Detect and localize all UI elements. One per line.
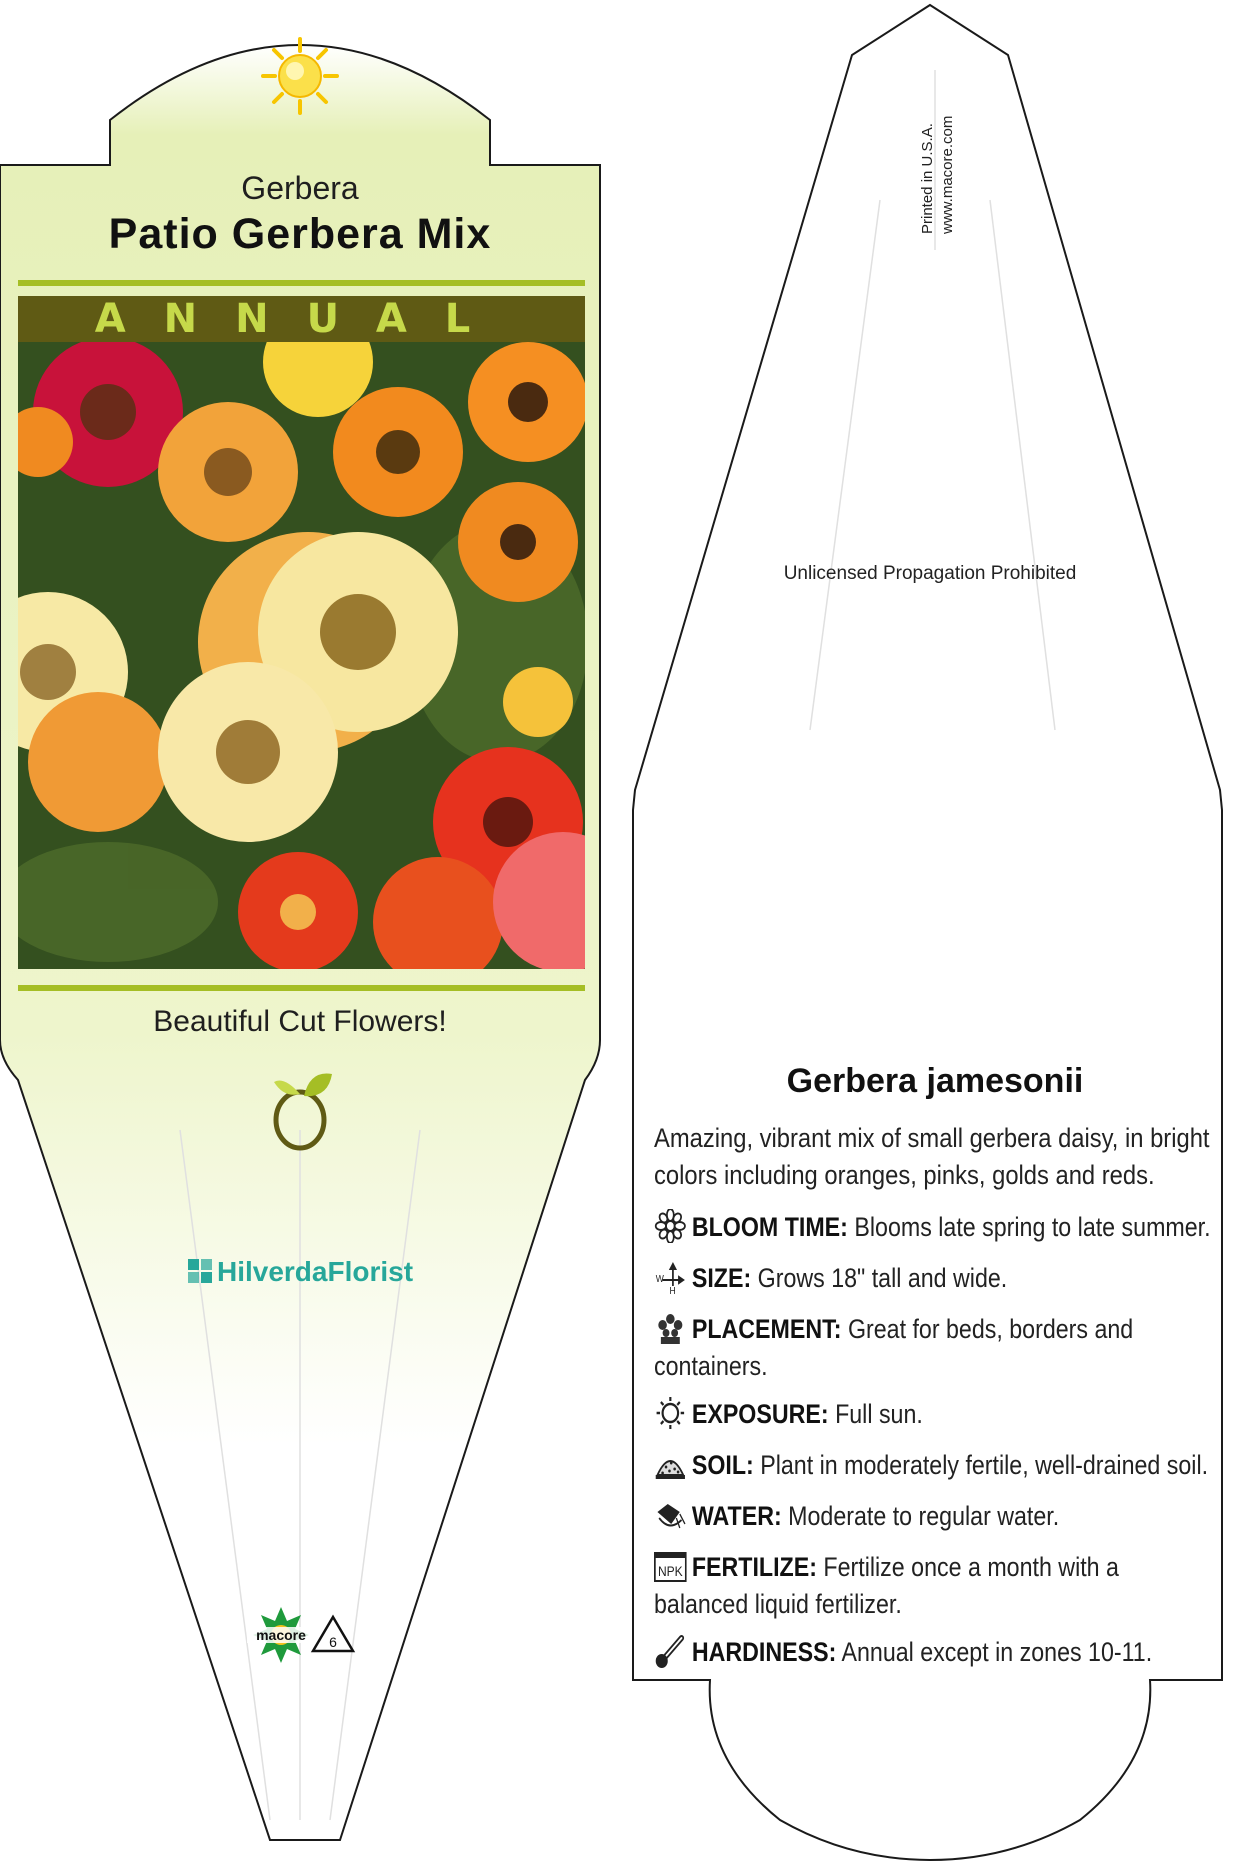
printed-in: Printed in U.S.A. [919, 123, 936, 234]
macore-logo-icon [243, 1605, 363, 1665]
description: Amazing, vibrant mix of small gerbera daisy, in bright colors including oranges, pinks, golds and reds. [654, 1123, 1210, 1190]
propagation-notice: Unlicensed Propagation Prohibited [783, 563, 1077, 584]
website: www.macore.com [939, 115, 956, 234]
attr-label: EXPOSURE: [691, 1399, 829, 1429]
watering-can-icon [654, 1498, 687, 1532]
attr-bloom-time [654, 1209, 1213, 1246]
recycle-code: 6 [329, 1634, 337, 1650]
common-name: Gerbera [241, 170, 359, 206]
size-height-label: H [669, 1285, 676, 1294]
attr-soil [654, 1447, 1213, 1484]
attr-placement [654, 1311, 1213, 1385]
sun-icon [654, 1396, 687, 1430]
soil-icon [654, 1447, 687, 1481]
attr-label: BLOOM TIME: [691, 1212, 848, 1242]
divider-top [18, 280, 585, 286]
attr-label: SIZE: [691, 1263, 752, 1293]
attr-fertilize [654, 1549, 1213, 1623]
flower-photo [18, 342, 585, 969]
attr-size [654, 1260, 1213, 1297]
attr-water [654, 1498, 1213, 1535]
attr-label: WATER: [691, 1501, 782, 1531]
sun-icon [260, 36, 340, 116]
size-arrows-icon [654, 1260, 687, 1294]
attr-text: Blooms late spring to late summer. [854, 1212, 1211, 1242]
thermometer-icon [654, 1634, 687, 1668]
attr-hardiness [654, 1634, 1213, 1671]
divider-bottom [18, 985, 585, 991]
caption: Beautiful Cut Flowers! [153, 1005, 447, 1038]
seedling-logo-icon [270, 1068, 334, 1152]
attr-exposure [654, 1396, 1213, 1433]
variety-name: Patio Gerbera Mix [108, 210, 492, 258]
attr-label: PLACEMENT: [691, 1314, 842, 1344]
category-band: ANNUAL [18, 296, 585, 342]
attr-text: Moderate to regular water. [788, 1501, 1060, 1531]
brand-name: HilverdaFlorist [216, 1256, 414, 1287]
brand-mark-icon [187, 1258, 213, 1284]
placement-icon [654, 1311, 687, 1345]
flower-icon [654, 1209, 687, 1243]
attr-text: Full sun. [835, 1399, 923, 1429]
attr-text: Grows 18" tall and wide. [757, 1263, 1008, 1293]
attr-text: Plant in moderately fertile, well-drained soil. [760, 1450, 1209, 1480]
attr-text: Fertilize once a month with a balanced liquid fertilizer. [654, 1552, 1119, 1619]
botanical-name: Gerbera jamesonii [786, 1062, 1084, 1100]
attr-label: FERTILIZE: [691, 1552, 817, 1582]
npk-label: NPK [657, 1563, 683, 1580]
brand-logo [0, 1256, 600, 1288]
attr-label: HARDINESS: [691, 1637, 837, 1667]
attr-text: Great for beds, borders and containers. [654, 1314, 1134, 1381]
size-width-label: W [655, 1273, 664, 1285]
attr-label: SOIL: [691, 1450, 754, 1480]
attr-text: Annual except in zones 10-11. [841, 1637, 1153, 1667]
npk-icon [654, 1549, 687, 1583]
macore-logo-text: macore [256, 1627, 306, 1643]
